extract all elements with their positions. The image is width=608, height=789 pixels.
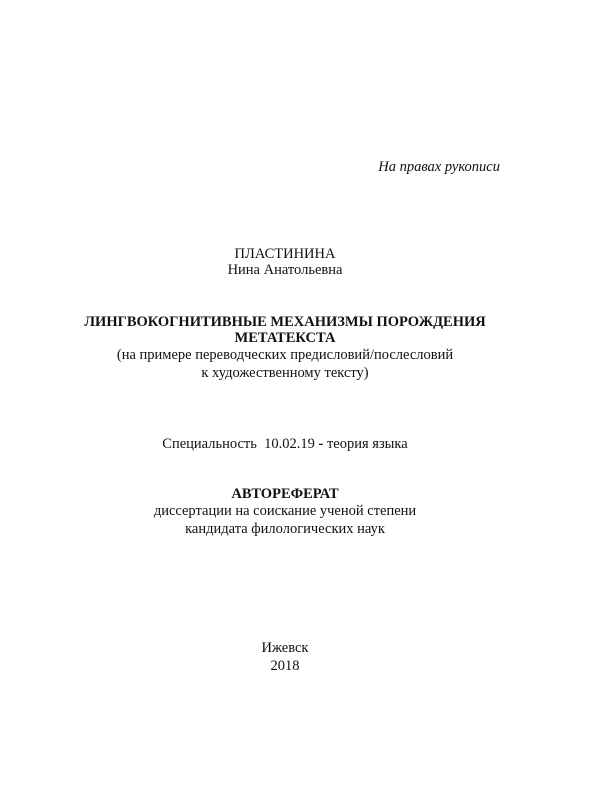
specialty-name: теория языка: [326, 436, 408, 452]
specialty-line: [0, 436, 570, 453]
specialty-dash: -: [318, 436, 324, 452]
title-line-2: МЕТАТЕКСТА: [234, 330, 336, 346]
specialty-code: 10.02.19: [264, 436, 315, 452]
city: Ижевск: [261, 640, 309, 656]
specialty-label: Специальность: [162, 436, 257, 452]
dissertation-line-2: кандидата филологических наук: [185, 521, 385, 537]
subtitle-line-1: (на примере переводческих предисловий/послесловий: [116, 347, 454, 363]
dissertation-line-1: диссертации на соискание ученой степени: [153, 503, 417, 519]
year: 2018: [270, 658, 300, 674]
abstract-heading: АВТОРЕФЕРАТ: [231, 486, 339, 502]
manuscript-note: На правах рукописи: [378, 159, 500, 175]
title-line-1: ЛИНГВОКОГНИТИВНЫЕ МЕХАНИЗМЫ ПОРОЖДЕНИЯ: [84, 314, 486, 330]
subtitle-line-2: к художественному тексту): [201, 365, 369, 381]
author-surname: ПЛАСТИНИНА: [234, 246, 336, 262]
author-given-names: Нина Анатольевна: [227, 262, 343, 278]
